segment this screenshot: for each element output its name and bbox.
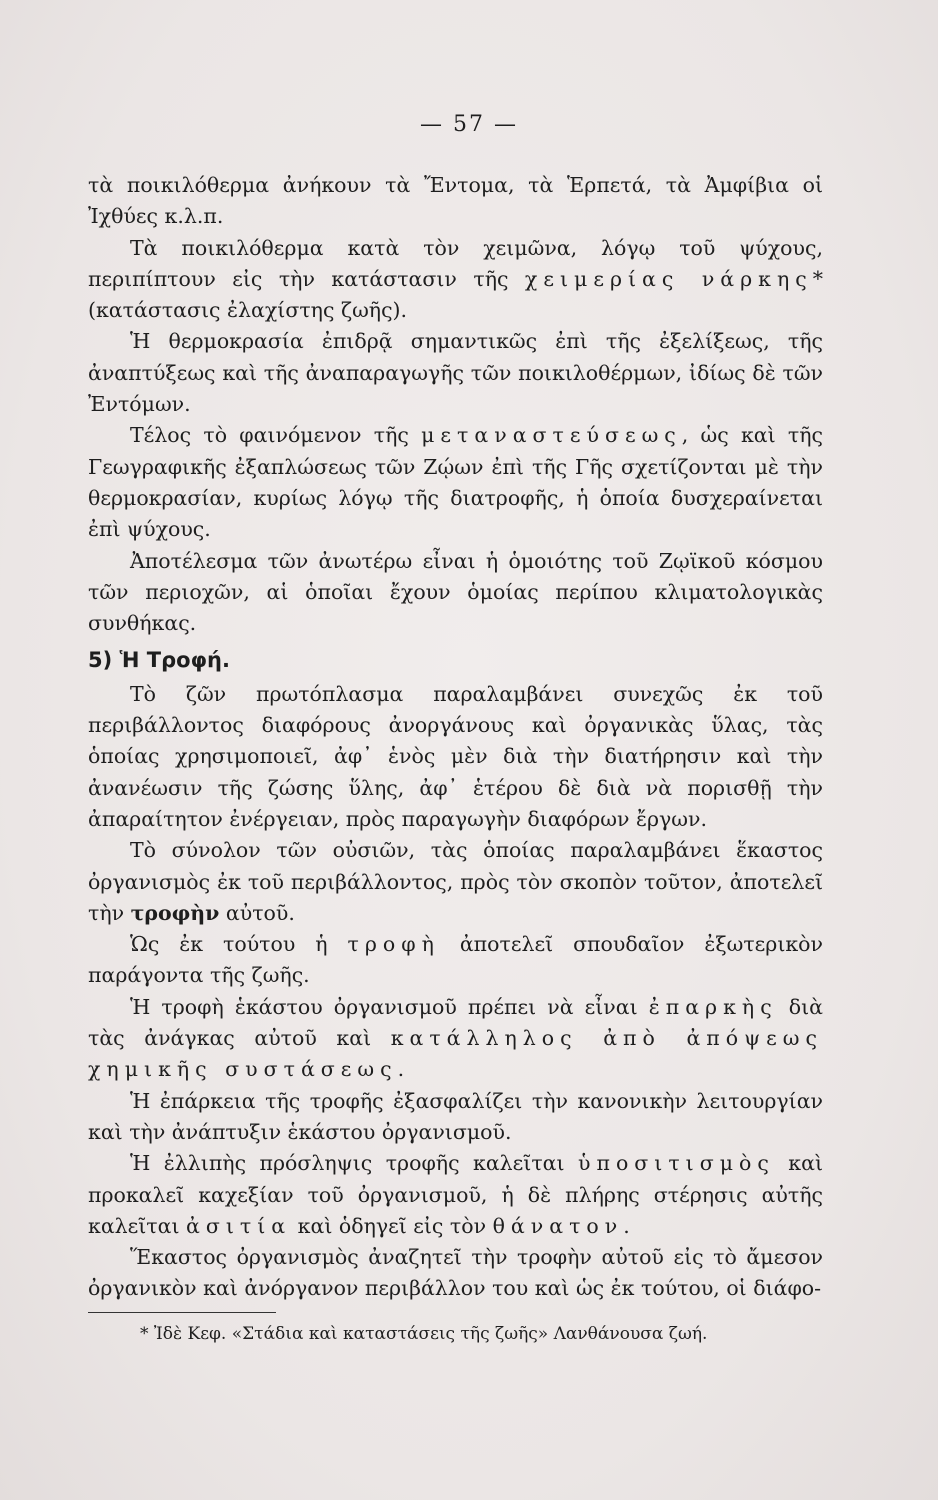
spaced-term: τροφὴ <box>347 932 440 957</box>
text-run: καὶ ὁδηγεῖ εἰς τὸν <box>291 1213 493 1238</box>
text-run: . <box>397 1057 405 1082</box>
footnote-divider <box>88 1312 276 1313</box>
paragraph <box>88 233 823 327</box>
text-run: Τὸ σύνολον τῶν οὐσιῶν, τὰς ὁποίας παραλαμβάνει ἕκαστος ὀργανισμὸς ἐκ τοῦ περιβάλλοντος, πρὸς τὸν σκοπὸν τοῦτον, ἀποτελεῖ τὴν <box>88 838 823 925</box>
page-number: — 57 — <box>420 112 518 137</box>
text-run: . <box>623 1213 630 1238</box>
paragraph <box>88 835 823 929</box>
spaced-term: κατάλληλος ἀπὸ ἀπόψεως χημικῆς συστάσεως <box>88 1026 823 1082</box>
paragraph <box>88 1148 823 1242</box>
paragraph: Ἡ θερμοκρασία ἐπιδρᾷ σημαντικῶς ἐπὶ τῆς ἐξελίξεως, τῆς ἀναπτύξεως καὶ τῆς ἀναπαραγωγῆς τῶν ποικιλοθέρμων, ἰδίως δὲ τῶν Ἐντόμων. <box>88 329 823 417</box>
text-run: διὰ τὰς ἀνάγκας αὐτοῦ καὶ <box>88 994 823 1051</box>
footnote: * Ἰδὲ Κεφ. «Στάδια καὶ καταστάσεις τῆς ζωῆς» Λανθάνουσα ζωή. <box>140 1324 708 1344</box>
bold-term: τροφὴν <box>130 900 220 925</box>
text-run: Τὰ ποικιλόθερμα κατὰ τὸν χειμῶνα, λόγῳ τοῦ ψύχους, περιπίπτουν εἰς τὴν κατάστασιν τῆς <box>88 235 823 291</box>
paragraph <box>88 992 823 1086</box>
spaced-term: ὑποσιτισμὸς <box>578 1151 775 1176</box>
paragraph <box>88 420 823 545</box>
text-run: αὐτοῦ. <box>219 900 295 925</box>
paragraph: τὰ ποικιλόθερμα ἀνήκουν τὰ Ἔντομα, τὰ Ἑρπετά, τὰ Ἀμφίβια οἱ Ἰχθύες κ.λ.π. <box>88 173 823 229</box>
paragraph: Τὸ ζῶν πρωτόπλασμα παραλαμβάνει συνεχῶς ἐκ τοῦ περιβάλλοντος διαφόρους ἀνοργάνους καὶ ὀργανικὰς ὕλας, τὰς ὁποίας χρησιμοποιεῖ, ἀφ᾽ ἑνὸς μὲν διὰ τὴν διατήρησιν καὶ τὴν ἀνανέωσιν τῆς ζώσης ὕλης, ἀφ᾽ ἑτέρου δὲ διὰ νὰ πορισθῇ τὴν ἀπαραίτητον ἐνέργειαν, πρὸς παραγωγὴν διαφόρων ἔργων. <box>88 681 823 831</box>
paragraph <box>88 929 823 992</box>
text-run: , ὡς καὶ τῆς Γεωγραφικῆς ἐξαπλώσεως τῶν Ζῴων ἐπὶ τῆς Γῆς σχετίζονται μὲ τὴν θερμοκρασίαν, κυρίως λόγῳ τῆς διατροφῆς, ἡ ὁποία δυσχεραίνεται ἐπὶ ψύχους. <box>88 423 824 542</box>
spaced-term: ἐπαρκὴς <box>648 994 778 1019</box>
spaced-term: μεταναστεύσεως <box>421 423 682 448</box>
paragraph: Ἀποτέλεσμα τῶν ἀνωτέρω εἶναι ἡ ὁμοιότης τοῦ Ζῳϊκοῦ κόσμου τῶν περιοχῶν, αἱ ὁποῖαι ἔχουν ὁμοίας περίπου κλιματολογικὰς συνθήκας. <box>88 548 823 636</box>
paragraph: Ἡ ἐπάρκεια τῆς τροφῆς ἐξασφαλίζει τὴν κανονικὴν λειτουργίαν καὶ τὴν ἀνάπτυξιν ἑκάστου ὀργανισμοῦ. <box>88 1088 823 1144</box>
text-run: Ὡς ἐκ τούτου ἡ <box>130 932 348 957</box>
spaced-term: χειμερίας νάρκης <box>524 266 813 291</box>
text-run: * (κατάστασις ἐλαχίστης ζωῆς). <box>88 266 824 323</box>
section-heading: 5) Ἡ Τροφή. <box>88 648 230 673</box>
spaced-term: θάνατον <box>492 1213 624 1238</box>
text-run: ἀποτελεῖ σπουδαῖον ἐξωτερικὸν παράγοντα τῆς ζωῆς. <box>88 932 823 988</box>
paragraph: Ἕκαστος ὀργανισμὸς ἀναζητεῖ τὴν τροφὴν αὐτοῦ εἰς τὸ ἄμεσον ὀργανικὸν καὶ ἀνόργανον περιβάλλον του καὶ ὡς ἐκ τούτου, οἱ διάφο- <box>88 1245 823 1301</box>
text-run: Ἡ τροφὴ ἑκάστου ὀργανισμοῦ πρέπει νὰ εἶναι <box>130 994 649 1019</box>
text-run: Τέλος τὸ φαινόμενον τῆς <box>130 423 422 448</box>
text-run: Ἡ ἐλλιπὴς πρόσληψις τροφῆς καλεῖται <box>130 1151 579 1176</box>
text-run: καὶ προκαλεῖ καχεξίαν τοῦ ὀργανισμοῦ, ἡ δὲ πλήρης στέρησις αὐτῆς καλεῖται <box>88 1151 823 1238</box>
spaced-term: ἀσιτία <box>186 1213 292 1238</box>
page-body <box>88 170 823 1305</box>
